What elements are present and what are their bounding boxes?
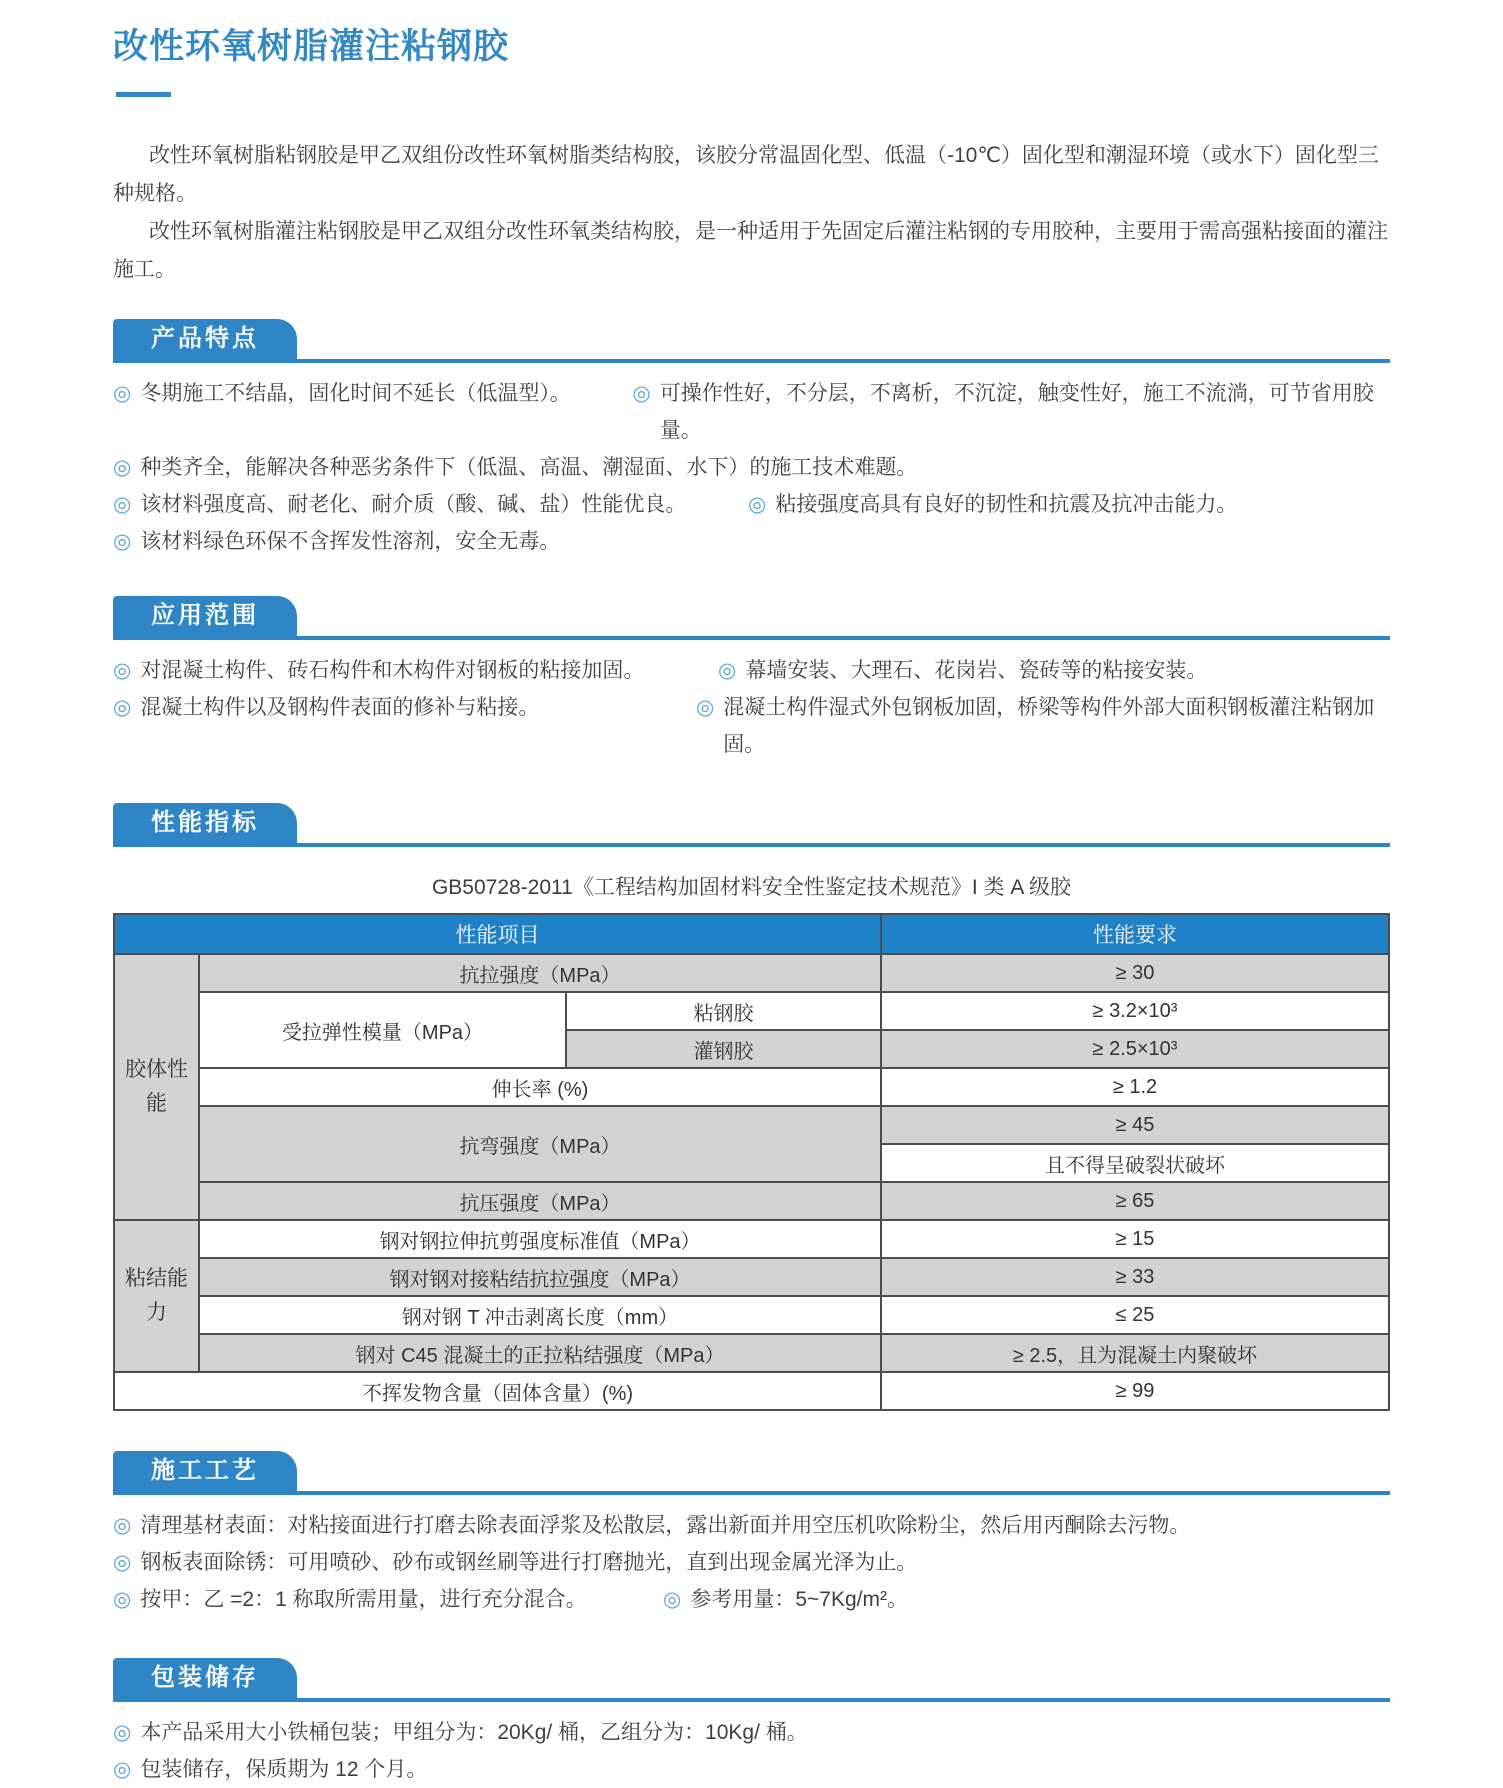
table-subitem: 粘钢胶 bbox=[566, 992, 881, 1030]
table-row bbox=[114, 1296, 1389, 1334]
bullet-icon bbox=[113, 1714, 131, 1751]
features-body bbox=[113, 363, 1390, 560]
bullet-icon bbox=[113, 1544, 131, 1581]
bullet-icon bbox=[696, 689, 714, 726]
table-row bbox=[114, 992, 1389, 1030]
section-applications bbox=[113, 596, 1390, 763]
applications-body bbox=[113, 640, 1390, 763]
section-performance bbox=[113, 803, 1390, 1411]
table-requirement: ≥ 33 bbox=[881, 1258, 1389, 1296]
section-header-bar bbox=[113, 803, 1390, 847]
section-title-features: 产品特点 bbox=[113, 319, 297, 359]
construction-item bbox=[113, 1544, 917, 1581]
construction-row bbox=[113, 1544, 1390, 1581]
packaging-text: 本产品采用大小铁桶包装；甲组分为：20Kg/ 桶，乙组分为：10Kg/ 桶。 bbox=[140, 1721, 808, 1744]
feature-row bbox=[113, 486, 1390, 523]
feature-item bbox=[113, 523, 560, 560]
section-header-bar bbox=[113, 319, 1390, 363]
feature-row bbox=[113, 523, 1390, 560]
table-row bbox=[114, 1068, 1389, 1106]
feature-row bbox=[113, 375, 1390, 449]
construction-row bbox=[113, 1507, 1390, 1544]
packaging-item bbox=[113, 1751, 427, 1788]
title-underline bbox=[116, 92, 171, 97]
application-item bbox=[113, 652, 718, 689]
packaging-row bbox=[113, 1714, 1390, 1751]
feature-text: 该材料强度高、耐老化、耐介质（酸、碱、盐）性能优良。 bbox=[140, 493, 687, 516]
table-requirement: ≥ 45 bbox=[881, 1106, 1389, 1144]
table-header-row bbox=[114, 914, 1389, 954]
section-header-bar bbox=[113, 596, 1390, 640]
section-title-performance: 性能指标 bbox=[113, 803, 297, 843]
table-requirement: ≤ 25 bbox=[881, 1296, 1389, 1334]
table-requirement: 且不得呈破裂状破坏 bbox=[881, 1144, 1389, 1182]
table-row bbox=[114, 1372, 1389, 1410]
feature-text: 冬期施工不结晶，固化时间不延长（低温型）。 bbox=[140, 382, 571, 405]
feature-item bbox=[632, 375, 1390, 449]
application-item bbox=[696, 689, 1390, 763]
table-requirement: ≥ 30 bbox=[881, 954, 1389, 992]
table-row bbox=[114, 1220, 1389, 1258]
section-title-packaging: 包装储存 bbox=[113, 1658, 297, 1698]
section-header-bar bbox=[113, 1451, 1390, 1495]
construction-text: 按甲：乙 =2：1 称取所需用量，进行充分混合。 bbox=[140, 1588, 587, 1611]
application-row bbox=[113, 652, 1390, 689]
feature-text: 该材料绿色环保不含挥发性溶剂，安全无毒。 bbox=[140, 530, 561, 553]
packaging-item bbox=[113, 1714, 808, 1751]
intro-paragraph-1: 改性环氧树脂粘钢胶是甲乙双组份改性环氧树脂类结构胶，该胶分常温固化型、低温（-10℃）固化型和潮湿环境（或水下）固化型三种规格。 bbox=[113, 144, 1379, 205]
table-row bbox=[114, 1334, 1389, 1372]
table-row bbox=[114, 1182, 1389, 1220]
page-title: 改性环氧树脂灌注粘钢胶 bbox=[113, 27, 510, 66]
performance-body bbox=[113, 847, 1390, 1411]
bullet-icon bbox=[632, 375, 650, 412]
table-row bbox=[114, 1106, 1389, 1144]
section-header-bar bbox=[113, 1658, 1390, 1702]
table-header-item: 性能项目 bbox=[114, 914, 881, 954]
section-features bbox=[113, 319, 1390, 560]
table-item: 抗压强度（MPa） bbox=[199, 1182, 881, 1220]
feature-text: 种类齐全，能解决各种恶劣条件下（低温、高温、潮湿面、水下）的施工技术难题。 bbox=[140, 456, 918, 479]
application-text: 对混凝土构件、砖石构件和木构件对钢板的粘接加固。 bbox=[140, 659, 645, 682]
table-header-requirement: 性能要求 bbox=[881, 914, 1389, 954]
intro-paragraph-2: 改性环氧树脂灌注粘钢胶是甲乙双组分改性环氧类结构胶，是一种适用于先固定后灌注粘钢的专用胶种，主要用于需高强粘接面的灌注施工。 bbox=[113, 220, 1388, 281]
section-construction bbox=[113, 1451, 1390, 1618]
application-text: 混凝土构件湿式外包钢板加固，桥梁等构件外部大面积钢板灌注粘钢加固。 bbox=[723, 696, 1375, 756]
table-requirement: ≥ 2.5×10³ bbox=[881, 1030, 1389, 1068]
bullet-icon bbox=[718, 652, 736, 689]
application-row bbox=[113, 689, 1390, 763]
table-requirement: ≥ 3.2×10³ bbox=[881, 992, 1389, 1030]
construction-item bbox=[113, 1507, 1190, 1544]
table-item: 抗拉强度（MPa） bbox=[199, 954, 881, 992]
packaging-row bbox=[113, 1751, 1390, 1788]
intro bbox=[113, 137, 1390, 289]
table-item: 伸长率 (%) bbox=[199, 1068, 881, 1106]
table-item: 钢对钢拉伸抗剪强度标准值（MPa） bbox=[199, 1220, 881, 1258]
table-item: 不挥发物含量（固体含量）(%) bbox=[114, 1372, 881, 1410]
table-requirement: ≥ 65 bbox=[881, 1182, 1389, 1220]
application-item bbox=[113, 689, 696, 726]
table-row bbox=[114, 1258, 1389, 1296]
packaging-body bbox=[113, 1702, 1390, 1788]
table-requirement: ≥ 15 bbox=[881, 1220, 1389, 1258]
table-group-body-performance: 胶体性能 bbox=[114, 954, 199, 1220]
table-item: 钢对钢对接粘结抗拉强度（MPa） bbox=[199, 1258, 881, 1296]
construction-text: 参考用量：5~7Kg/m²。 bbox=[690, 1588, 908, 1611]
construction-text: 清理基材表面：对粘接面进行打磨去除表面浮浆及松散层，露出新面并用空压机吹除粉尘，然后用丙酮除去污物。 bbox=[140, 1514, 1191, 1537]
performance-table bbox=[113, 913, 1390, 1411]
table-group-bond-capability: 粘结能力 bbox=[114, 1220, 199, 1372]
feature-row bbox=[113, 449, 1390, 486]
bullet-icon bbox=[113, 652, 131, 689]
table-requirement: ≥ 99 bbox=[881, 1372, 1389, 1410]
table-row bbox=[114, 954, 1389, 992]
application-text: 混凝土构件以及钢构件表面的修补与粘接。 bbox=[140, 696, 540, 719]
section-title-construction: 施工工艺 bbox=[113, 1451, 297, 1491]
bullet-icon bbox=[113, 1507, 131, 1544]
application-text: 幕墙安装、大理石、花岗岩、瓷砖等的粘接安装。 bbox=[745, 659, 1208, 682]
bullet-icon bbox=[113, 486, 131, 523]
feature-item bbox=[748, 486, 1237, 523]
bullet-icon bbox=[748, 486, 766, 523]
table-requirement: ≥ 1.2 bbox=[881, 1068, 1389, 1106]
bullet-icon bbox=[113, 375, 131, 412]
feature-item bbox=[113, 486, 748, 523]
feature-item bbox=[113, 375, 632, 412]
construction-text: 钢板表面除锈：可用喷砂、砂布或钢丝刷等进行打磨抛光，直到出现金属光泽为止。 bbox=[140, 1551, 918, 1574]
feature-text: 可操作性好，不分层，不离析，不沉淀，触变性好，施工不流淌，可节省用胶量。 bbox=[659, 382, 1374, 442]
table-item: 受拉弹性模量（MPa） bbox=[199, 992, 566, 1068]
bullet-icon bbox=[113, 523, 131, 560]
feature-text: 粘接强度高具有良好的韧性和抗震及抗冲击能力。 bbox=[775, 493, 1238, 516]
table-subitem: 灌钢胶 bbox=[566, 1030, 881, 1068]
table-item: 钢对 C45 混凝土的正拉粘结强度（MPa） bbox=[199, 1334, 881, 1372]
bullet-icon bbox=[113, 1751, 131, 1788]
performance-standard-caption: GB50728-2011《工程结构加固材料安全性鉴定技术规范》I 类 A 级胶 bbox=[431, 876, 1072, 899]
bullet-icon bbox=[113, 449, 131, 486]
section-packaging bbox=[113, 1658, 1390, 1788]
bullet-icon bbox=[113, 689, 131, 726]
section-title-applications: 应用范围 bbox=[113, 596, 297, 636]
application-item bbox=[718, 652, 1207, 689]
table-requirement: ≥ 2.5，且为混凝土内聚破坏 bbox=[881, 1334, 1389, 1372]
table-item: 抗弯强度（MPa） bbox=[199, 1106, 881, 1182]
packaging-text: 包装储存，保质期为 12 个月。 bbox=[140, 1758, 428, 1781]
feature-item bbox=[113, 449, 917, 486]
table-item: 钢对钢 T 冲击剥离长度（mm） bbox=[199, 1296, 881, 1334]
